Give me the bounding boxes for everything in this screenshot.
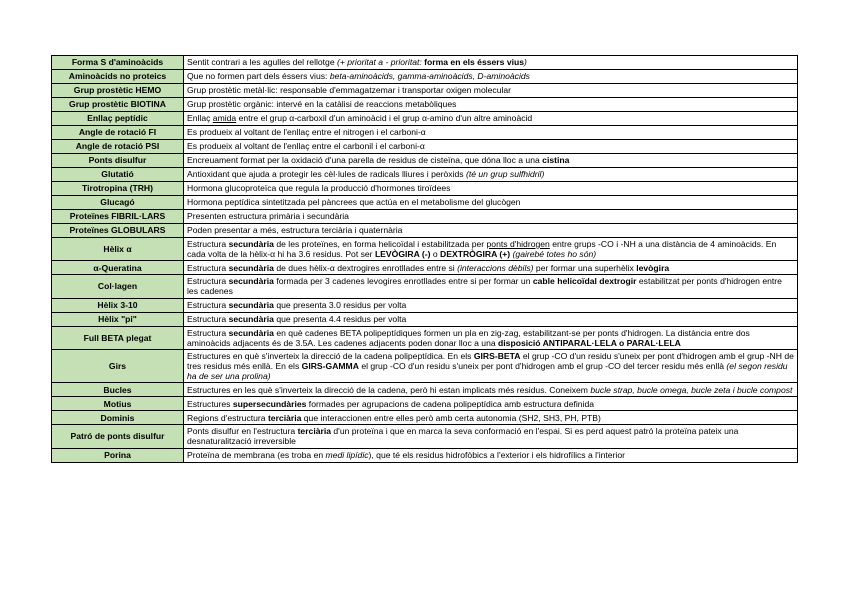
definition-segment: (gairebé totes ho són) xyxy=(512,249,597,260)
definition-cell xyxy=(184,98,798,112)
definition-segment: de dues hèlix-α dextrogires enrotllades entre si xyxy=(273,262,458,273)
definition-segment: Proteïna de membrana (es troba en xyxy=(187,449,326,460)
glossary-row xyxy=(52,326,798,349)
definition-cell xyxy=(184,397,798,411)
definition-cell xyxy=(184,224,798,238)
definition-cell xyxy=(184,168,798,182)
definition-segment: Estructures en què s'inverteix la direcció de la cadena polipeptídica. En els xyxy=(187,350,474,361)
definition-cell xyxy=(184,238,798,261)
definition-cell xyxy=(184,196,798,210)
term-cell: Bucles xyxy=(52,383,184,397)
term-cell: Angle de rotació FI xyxy=(52,126,184,140)
definition-segment: (el segon residu ha de ser una prolina) xyxy=(187,360,788,382)
definition-cell xyxy=(184,448,798,462)
definition-segment: cable helicoïdal dextrogir xyxy=(532,276,637,287)
definition-segment: GIRS-GAMMA xyxy=(301,360,359,371)
definition-cell xyxy=(184,312,798,326)
definition-cell xyxy=(184,383,798,397)
term-cell: Hèlix α xyxy=(52,238,184,261)
glossary-row xyxy=(52,397,798,411)
glossary-row xyxy=(52,448,798,462)
definition-segment: (interaccions dèbils) xyxy=(457,262,534,273)
definition-cell xyxy=(184,140,798,154)
definition-segment: Grup prostètic orgànic: intervé en la catàlisi de reaccions metabòliques xyxy=(187,99,457,110)
definition-segment: Estructura xyxy=(187,239,229,249)
glossary-row xyxy=(52,84,798,98)
definition-segment: Que no formen part dels éssers vius: xyxy=(187,71,330,82)
definition-segment: medi lipídic xyxy=(325,449,369,460)
definition-segment: Estructura xyxy=(187,313,229,324)
definition-segment: secundària xyxy=(228,299,274,310)
definition-segment: d'un proteïna i que en marca la seva conformació en l'espai. Si es perd aquest patró la proteïna pateix una desnaturalització irreversible xyxy=(187,426,739,447)
term-cell: Full BETA plegat xyxy=(52,326,184,349)
term-cell: Tirotropina (TRH) xyxy=(52,182,184,196)
term-cell: Forma S d'aminoàcids xyxy=(52,56,184,70)
definition-segment: Antioxidant que ajuda a protegir les cèl·lules de radicals lliures i peròxids xyxy=(187,169,466,180)
definition-segment: estabilitzat per ponts d'hidrogen entre les cadenes xyxy=(187,276,782,297)
definition-segment: supersecundàries xyxy=(232,398,307,409)
definition-segment: Es produeix al voltant de l'enllaç entre el nitrogen i el carboni-α xyxy=(187,127,426,138)
definition-cell xyxy=(184,70,798,84)
definition-segment: GIRS-BETA xyxy=(473,350,521,361)
definition-cell xyxy=(184,326,798,349)
definition-segment: Hormona glucoproteïca que regula la producció d'hormones tiroïdees xyxy=(187,183,451,194)
definition-cell xyxy=(184,275,798,298)
definition-segment: ponts d'hidrogen xyxy=(486,239,550,249)
definition-segment: secundària xyxy=(228,239,274,249)
term-cell: Ponts disulfur xyxy=(52,154,184,168)
definition-segment: o xyxy=(430,249,441,260)
definition-cell xyxy=(184,84,798,98)
definition-segment: Grup prostètic metàl·lic: responsable d'emmagatzemar i transportar oxigen molecular xyxy=(187,85,512,96)
glossary-row xyxy=(52,154,798,168)
term-cell: Aminoàcids no proteics xyxy=(52,70,184,84)
definition-segment: Estructures xyxy=(187,398,233,409)
definition-segment: terciària xyxy=(297,426,332,437)
glossary-row xyxy=(52,168,798,182)
definition-cell xyxy=(184,126,798,140)
definition-cell xyxy=(184,349,798,382)
definition-segment: el grup -CO d'un residu s'uneix per pont d'hidrogen amb el grup -CO del tercer residu més enllà xyxy=(358,360,727,371)
definition-segment: (té un grup sulfhidril) xyxy=(465,169,545,180)
term-cell: Hèlix "pi" xyxy=(52,312,184,326)
term-cell: Girs xyxy=(52,349,184,382)
term-cell: Col·lagen xyxy=(52,275,184,298)
definition-segment: secundària xyxy=(228,313,274,324)
term-cell: Proteïnes GLOBULARS xyxy=(52,224,184,238)
definition-segment: secundària xyxy=(228,276,274,287)
glossary-table xyxy=(51,55,798,463)
definition-cell xyxy=(184,182,798,196)
term-cell: Motius xyxy=(52,397,184,411)
term-cell: Dominis xyxy=(52,411,184,425)
definition-segment: disposició ANTIPARAL·LELA o PARAL·LELA xyxy=(498,337,681,348)
definition-segment: en què cadenes BETA polipeptídiques formen un pla en zig-zag, estabilitzant-se per ponts d'hidrogen. La distància entre dos aminoàcids adjacents és de 3.5A. Les cadenes adjacents poden donar lloc a una xyxy=(187,327,750,348)
definition-segment: ) xyxy=(524,57,527,68)
definition-segment: que presenta 3.0 residus per volta xyxy=(273,299,407,310)
definition-segment: Regions d'estructura xyxy=(187,412,268,423)
definition-segment: Estructura xyxy=(187,327,229,338)
definition-segment: Ponts disulfur en l'estructura xyxy=(187,426,298,437)
definition-cell xyxy=(184,425,798,448)
definition-segment: entre el grup α-carboxil d'un aminoàcid i el grup α-amino d'un altre aminoàcid xyxy=(236,113,533,124)
glossary-row xyxy=(52,261,798,275)
glossary-row xyxy=(52,349,798,382)
definition-segment: secundària xyxy=(228,327,274,338)
definition-segment: entre grups -CO i -NH a una distància de 4 aminoàcids. En cada volta de la hèlix-α hi ha 3.6 residus. Pot ser xyxy=(187,239,777,260)
definition-segment: levògira xyxy=(636,262,670,273)
term-cell: Porina xyxy=(52,448,184,462)
glossary-row xyxy=(52,98,798,112)
term-cell: Patró de ponts disulfur xyxy=(52,425,184,448)
glossary-row xyxy=(52,56,798,70)
term-cell: Glutatió xyxy=(52,168,184,182)
glossary-row xyxy=(52,70,798,84)
term-cell: Angle de rotació PSI xyxy=(52,140,184,154)
definition-cell xyxy=(184,298,798,312)
term-cell: Grup prostètic BIOTINA xyxy=(52,98,184,112)
term-cell: Hèlix 3-10 xyxy=(52,298,184,312)
definition-segment: Sentit contrari a les agulles del rellotge xyxy=(187,57,337,68)
definition-segment: formada per 3 cadenes levogires enrotllades entre si per formar un xyxy=(273,276,533,287)
glossary-row xyxy=(52,126,798,140)
definition-cell xyxy=(184,261,798,275)
definition-segment: formades per agrupacions de cadena polipeptídica amb estructura definida xyxy=(306,398,595,409)
definition-segment: (+ prioritat a - prioritat: xyxy=(337,57,425,68)
definition-cell xyxy=(184,210,798,224)
glossary-row xyxy=(52,140,798,154)
glossary-row xyxy=(52,196,798,210)
definition-segment: LEVÒGIRA (-) xyxy=(374,249,431,260)
definition-segment: ), que té els residus hidrofòbics a l'exterior i els hidrofílics a l'interior xyxy=(368,449,625,460)
glossary-row xyxy=(52,298,798,312)
definition-segment: per formar una superhèlix xyxy=(533,262,637,273)
definition-segment: Poden presentar a més, estructura terciària i quaternària xyxy=(187,225,403,236)
definition-segment: que interaccionen entre elles però amb certa autonomia (SH2, SH3, PH, PTB) xyxy=(301,412,601,423)
definition-segment: forma en els éssers vius xyxy=(424,57,525,68)
glossary-row xyxy=(52,312,798,326)
definition-segment: bucle strap, bucle omega, bucle zeta i bucle compost xyxy=(590,384,793,395)
term-cell: Enllaç peptídic xyxy=(52,112,184,126)
definition-cell xyxy=(184,411,798,425)
definition-segment: Es produeix al voltant de l'enllaç entre el carbonil i el carboni-α xyxy=(187,141,425,152)
definition-cell xyxy=(184,154,798,168)
glossary-row xyxy=(52,224,798,238)
glossary-row xyxy=(52,210,798,224)
definition-segment: DEXTRÒGIRA (+) xyxy=(440,249,511,260)
definition-segment: Estructura xyxy=(187,276,229,287)
term-cell: Glucagó xyxy=(52,196,184,210)
definition-segment: beta-aminoàcids, gamma-aminoàcids, D-aminoàcids xyxy=(329,71,530,82)
definition-segment: Estructura xyxy=(187,299,229,310)
glossary-body xyxy=(52,56,798,463)
glossary-row xyxy=(52,411,798,425)
definition-segment: Encreuament format per la oxidació d'una parella de residus de cisteïna, que dóna lloc a una xyxy=(187,155,543,166)
definition-segment: Estructures en les què s'inverteix la direcció de la cadena, però hi estan implicats més residus. Coneixem xyxy=(187,384,591,395)
glossary-row xyxy=(52,275,798,298)
glossary-row xyxy=(52,182,798,196)
definition-segment: Estructura xyxy=(187,262,229,273)
definition-segment: terciària xyxy=(267,412,302,423)
definition-segment: de les proteïnes, en forma helicoïdal i estabilitzada per xyxy=(273,239,487,249)
definition-segment: Presenten estructura primària i secundària xyxy=(187,211,349,222)
definition-segment: Hormona peptídica sintetitzada pel pàncrees que actúa en el metabolisme del glucògen xyxy=(187,197,521,208)
term-cell: α-Queratina xyxy=(52,261,184,275)
glossary-row xyxy=(52,425,798,448)
definition-segment: Enllaç xyxy=(187,113,213,124)
term-cell: Proteïnes FIBRIL·LARS xyxy=(52,210,184,224)
definition-segment: secundària xyxy=(228,262,274,273)
definition-cell xyxy=(184,56,798,70)
definition-segment: el grup -CO d'un residu s'uneix per pont d'hidrogen amb el grup -NH de tres residus més enllà. En els xyxy=(187,350,794,371)
definition-segment: que presenta 4.4 residus per volta xyxy=(273,313,407,324)
glossary-row xyxy=(52,112,798,126)
definition-cell xyxy=(184,112,798,126)
definition-segment: cistina xyxy=(542,155,570,166)
term-cell: Grup prostètic HEMO xyxy=(52,84,184,98)
glossary-row xyxy=(52,383,798,397)
definition-segment: amida xyxy=(212,113,237,124)
glossary-row xyxy=(52,238,798,261)
